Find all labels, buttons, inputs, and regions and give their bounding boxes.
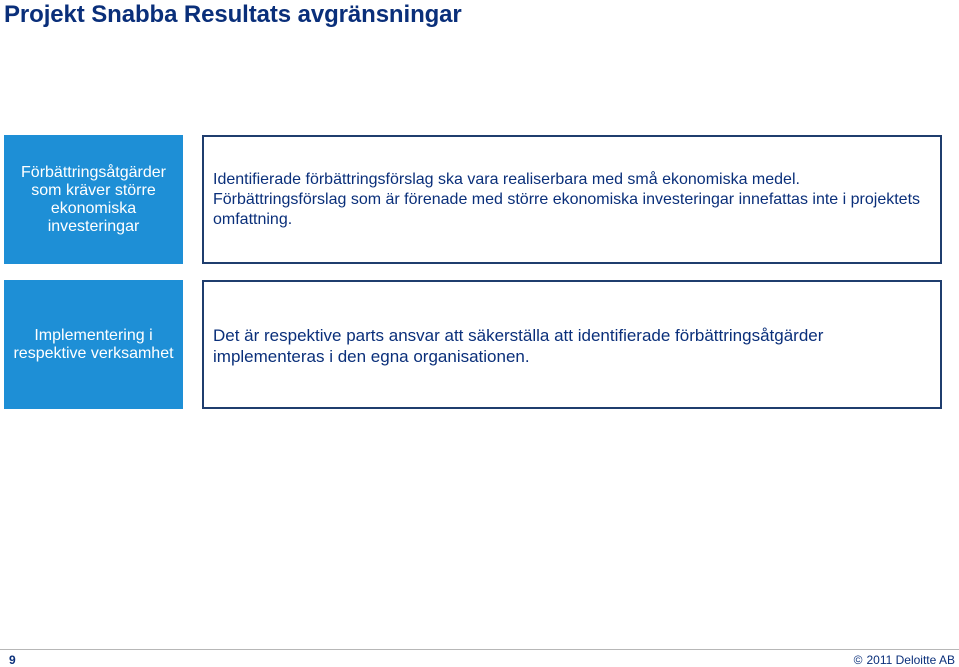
row-line: Identifierade förbättringsförslag ska vara realiserbara med små ekonomiska medel. (213, 171, 800, 188)
copyright-symbol: © (853, 653, 863, 667)
footer-divider (0, 649, 959, 650)
row-label-investments (4, 135, 183, 264)
row-line: Förbättringsförslag som är förenade med större ekonomiska investeringar innefattas inte i projektets omfattning. (213, 191, 921, 228)
row-text-implementation (213, 325, 933, 367)
copyright (854, 653, 955, 667)
row-label-implementation (4, 280, 183, 409)
row-description-investments (202, 135, 942, 264)
row-description-implementation (202, 280, 942, 409)
copyright-text: 2011 Deloitte AB (866, 653, 955, 667)
row-label-implementation-text: Implementering i respektive verksamhet (13, 326, 174, 362)
row-line: Det är respektive parts ansvar att säkerställa att identifierade förbättringsåtgärder implementeras i den egna organisationen. (213, 326, 824, 366)
page-number: 9 (9, 653, 16, 667)
row-text-investments (213, 170, 923, 230)
row-label-investments-text: Förbättringsåtgärder som kräver större ekonomiska investeringar (21, 163, 166, 235)
page-title: Projekt Snabba Resultats avgränsningar (4, 1, 462, 28)
